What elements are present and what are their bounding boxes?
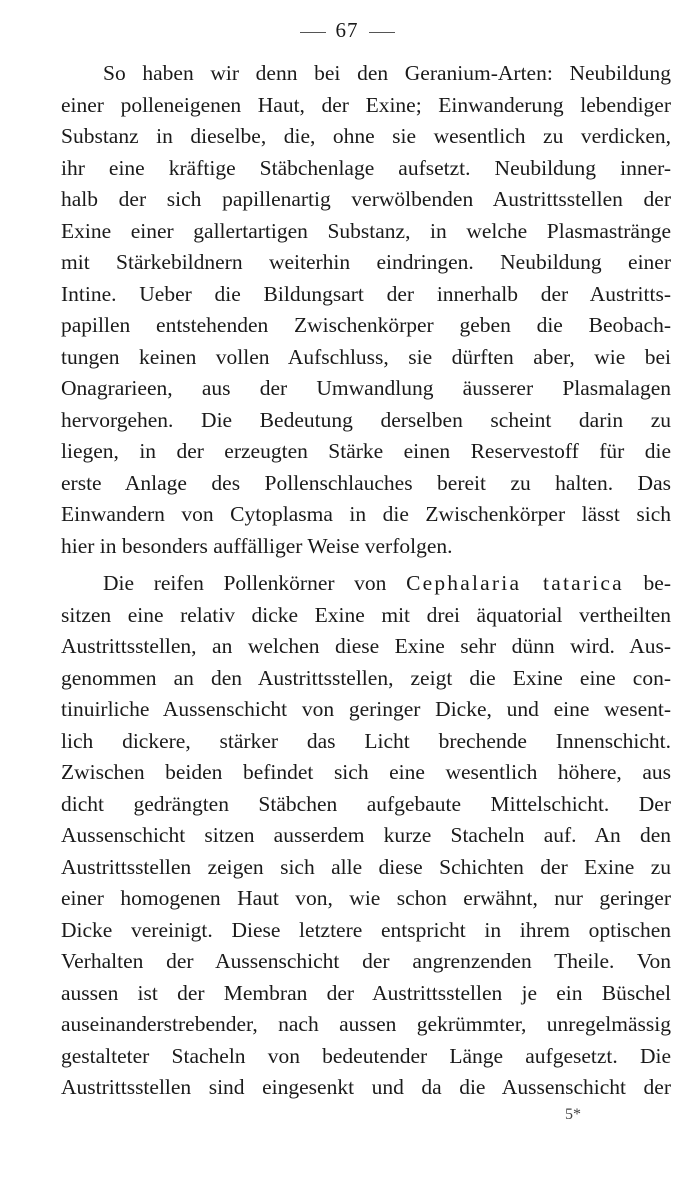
header-dash-right — [369, 32, 395, 33]
text-line: hier in besonders auffälliger Weise verfolgen. — [61, 533, 453, 558]
text-line: lich dickere, stärker das Licht brechende Innenschicht. — [61, 728, 671, 753]
text-line: dicht gedrängten Stäbchen aufgebaute Mittelschicht. Der — [61, 791, 671, 816]
text-line — [61, 568, 671, 600]
text-line: Dicke vereinigt. Diese letztere entspricht in ihrem optischen — [61, 917, 671, 942]
text-line: gestalteter Stacheln von bedeutender Länge aufgesetzt. Die — [61, 1043, 671, 1068]
paragraph-1 — [61, 58, 671, 562]
text-line: Aussenschicht sitzen ausserdem kurze Stacheln auf. An den — [61, 823, 671, 847]
text-line: tinuirliche Aussenschicht von geringer Dicke, und eine wesent- — [61, 697, 671, 721]
text-line: aussen ist der Membran der Austrittsstellen je ein Büschel — [61, 980, 671, 1005]
text-line: Austrittsstellen, an welchen diese Exine sehr dünn wird. Aus- — [61, 634, 671, 658]
page-header — [0, 18, 694, 43]
text-line: hervorgehen. Die Bedeutung derselben scheint darin zu — [61, 407, 671, 432]
text-line: liegen, in der erzeugten Stärke einen Reservestoff für die — [61, 439, 671, 463]
text-line: genommen an den Austrittsstellen, zeigt die Exine eine con- — [61, 665, 671, 690]
paragraph-2 — [61, 568, 671, 1104]
text-line: Zwischen beiden befindet sich eine wesentlich höhere, aus — [61, 760, 671, 784]
text-line: halb der sich papillenartig verwölbenden Austrittsstellen der — [61, 187, 671, 211]
text-fragment: Die reifen Pollenkörner von — [103, 571, 407, 595]
text-line: tungen keinen vollen Aufschluss, sie dürften aber, wie bei — [61, 344, 671, 369]
species-name: Cephalaria tatarica — [406, 571, 624, 595]
text-line: mit Stärkebildnern weiterhin eindringen. Neubildung einer — [61, 250, 671, 274]
text-line: So haben wir denn bei den Geranium-Arten: Neubildung — [103, 61, 671, 85]
text-line: Einwandern von Cytoplasma in die Zwischenkörper lässt sich — [61, 502, 671, 526]
page-number: 67 — [335, 18, 359, 42]
text-line: Verhalten der Aussenschicht der angrenzenden Theile. Von — [61, 949, 671, 973]
text-fragment: be- — [623, 571, 672, 595]
text-line: ihr eine kräftige Stäbchenlage aufsetzt. Neubildung inner- — [61, 155, 671, 180]
signature-mark: 5* — [565, 1106, 581, 1123]
text-line: Substanz in dieselbe, die, ohne sie wesentlich zu verdicken, — [61, 124, 671, 148]
text-line: sitzen eine relativ dicke Exine mit drei äquatorial vertheilten — [61, 602, 671, 627]
text-line: Intine. Ueber die Bildungsart der innerhalb der Austritts- — [61, 281, 671, 306]
text-line: Austrittsstellen sind eingesenkt und da die Aussenschicht der — [61, 1075, 671, 1099]
text-line: einer polleneigenen Haut, der Exine; Einwanderung lebendiger — [61, 92, 671, 117]
header-dash-left — [300, 32, 326, 33]
text-line: Austrittsstellen zeigen sich alle diese Schichten der Exine zu — [61, 854, 671, 879]
text-line: papillen entstehenden Zwischenkörper geben die Beobach- — [61, 313, 671, 337]
text-line: einer homogenen Haut von, wie schon erwähnt, nur geringer — [61, 886, 671, 910]
text-line: erste Anlage des Pollenschlauches bereit zu halten. Das — [61, 470, 671, 495]
text-line: Exine einer gallertartigen Substanz, in welche Plasmastränge — [61, 218, 671, 243]
text-line: Onagrarieen, aus der Umwandlung äusserer Plasmalagen — [61, 376, 671, 400]
text-line: auseinanderstrebender, nach aussen gekrümmter, unregelmässig — [61, 1012, 671, 1036]
